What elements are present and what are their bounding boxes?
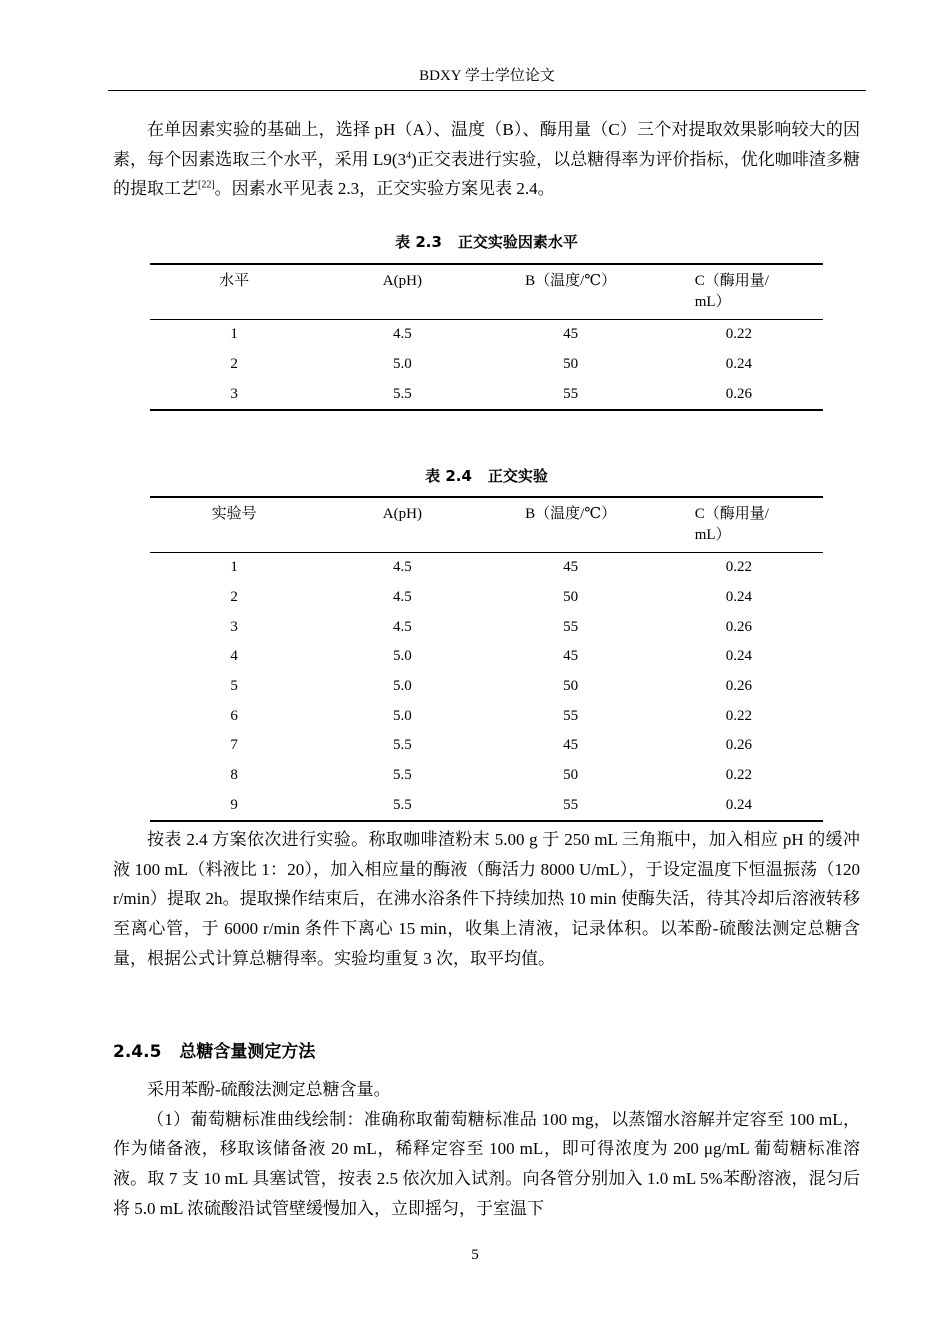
col-header: C（酶用量/ mL）	[655, 497, 823, 553]
table-row: 6 5.0 55 0.22	[230, 707, 752, 724]
procedure-paragraph: 按表 2.4 方案依次进行实验。称取咖啡渣粉末 5.00 g 于 250 mL 三角瓶中，加入相应 pH 的缓冲液 100 mL（料液比 1：20），加入相应量的酶液（酶活力 8000 U/mL），于设定温度下恒温振荡（120 r/min）提取 2h。提取操作结束后，在沸水浴条件下持续加热 10 min 使酶失活，待其冷却后溶液转移至离心管，于 6000 r/min 条件下离心 15 min，收集上清液，记录体积。以苯酚-硫酸法测定总糖含量，根据公式计算总糖得率。实验均重复 3 次，取平均值。	[113, 830, 860, 968]
table-row: 4 5.0 45 0.24	[230, 648, 752, 665]
table-row: 3 4.5 55 0.26	[230, 618, 752, 635]
table-row: 9 5.5 55 0.24	[150, 791, 823, 822]
page-number: 5	[471, 1247, 479, 1263]
table-2-4	[150, 496, 823, 822]
section-heading: 2.4.5 总糖含量测定方法	[113, 1042, 316, 1062]
method-step-1: （1）葡萄糖标准曲线绘制：准确称取葡萄糖标准品 100 mg，以蒸馏水溶解并定容至 100 mL，作为储备液，移取该储备液 20 mL，稀释定容至 100 mL，即可得浓度为 200 μg/mL 葡萄糖标准溶液。取 7 支 10 mL 具塞试管，按表 2.5 依次加入试剂。向各管分别加入 1.0 mL 5%苯酚溶液，混匀后将 5.0 mL 浓硫酸沿试管壁缓慢加入，立即摇匀，于室温下	[113, 1109, 860, 1218]
method-intro: 采用苯酚-硫酸法测定总糖含量。	[147, 1080, 391, 1099]
running-header: BDXY 学士学位论文	[419, 68, 555, 84]
table-header-row	[150, 497, 823, 553]
col-header: C（酶用量/ mL）	[655, 264, 823, 320]
intro-paragraph: 在单因素实验的基础上，选择 pH（A）、温度（B）、酶用量（C）三个对提取效果影响较大的因素，每个因素选取三个水平，采用 $L9(3^4)$正交表进行实验，以总糖得率为评价指标，优化咖啡渣多糖的提取工艺[22]。因素水平见表 2.3，正交实验方案见表 2.4。	[113, 120, 860, 199]
table-row: 2 4.5 50 0.24	[230, 589, 752, 606]
header-rule	[108, 90, 866, 91]
superscript-4: 4	[406, 150, 412, 162]
table-row: 8 5.5 50 0.22	[230, 767, 752, 784]
col-header: B（温度/℃）	[487, 497, 655, 553]
table-row: 1 4.5 45 0.22	[230, 559, 752, 576]
table-row: 7 5.5 45 0.26	[230, 737, 752, 754]
col-header: 实验号	[150, 497, 318, 553]
table-2-3-caption: 表 2.3 正交实验因素水平	[395, 233, 578, 251]
table-2-4-caption: 表 2.4 正交实验	[425, 467, 548, 485]
table-2-3	[150, 263, 823, 411]
table-header-row	[150, 264, 823, 320]
table-row: 1 4.5 45 0.22	[230, 326, 752, 343]
table-row: 5 5.0 50 0.26	[230, 678, 752, 695]
citation-22: [22]	[198, 179, 215, 191]
method-paragraphs	[113, 1075, 860, 1224]
col-header: A(pH)	[318, 497, 486, 553]
col-header: 水平	[150, 264, 318, 320]
col-header: A(pH)	[318, 264, 486, 320]
table-row: 3 5.5 55 0.26	[150, 379, 823, 410]
table-row: 2 5.0 50 0.24	[230, 356, 752, 373]
col-header: B（温度/℃）	[487, 264, 655, 320]
